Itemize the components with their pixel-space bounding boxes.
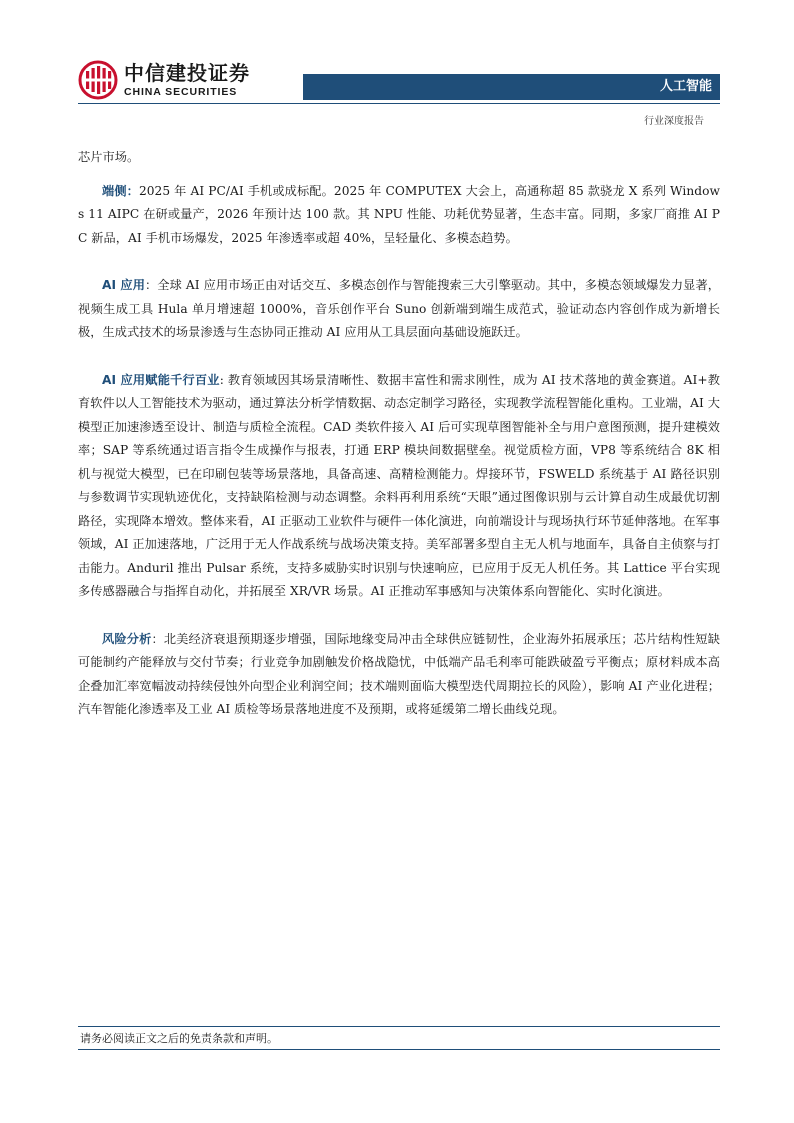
disclaimer-notice: 请务必阅读正文之后的免责条款和声明。: [80, 1032, 278, 1045]
footer-divider-top: [78, 1026, 720, 1027]
continuation-paragraph: [78, 146, 720, 170]
paragraph-ai-applications: [78, 274, 720, 345]
logo-chinese-name: 中信建投证券: [124, 61, 250, 85]
continuation-text: 芯片市场。: [78, 150, 140, 164]
report-type-label: 行业深度报告: [644, 116, 704, 127]
section-banner: [303, 74, 720, 100]
paragraph-heading: AI 应用赋能千行百业: [102, 372, 220, 387]
paragraph-heading: 端侧：: [102, 183, 139, 198]
paragraph-heading: 风险分析: [102, 631, 152, 646]
paragraph-ai-industries: [78, 369, 720, 604]
china-securities-logo-icon: [78, 60, 118, 100]
company-logo: [78, 60, 300, 100]
section-label: 人工智能: [659, 79, 712, 94]
report-body: [78, 146, 720, 746]
paragraph-text: ：全球 AI 应用市场正由对话交互、多模态创作与智能搜索三大引擎驱动。其中，多模态领域爆发力显著，视频生成工具 Hula 单月增速超 1000%，音乐创作平台 Suno 创新端到端生成范式，验证动态内容创作成为新增长极，生成式技术的场景渗透与生态协同正推动 AI 应用从工具层面向基础设施跃迁。: [78, 278, 720, 339]
paragraph-edge-devices: [78, 180, 720, 251]
paragraph-text: ：北美经济衰退预期逐步增强，国际地缘变局冲击全球供应链韧性，企业海外拓展承压；芯片结构性短缺可能制约产能释放与交付节奏；行业竞争加剧触发价格战隐忧，中低端产品毛利率可能跌破盈亏平衡点；原材料成本高企叠加汇率宽幅波动持续侵蚀外向型企业利润空间；技术端则面临大模型迭代周期拉长的风险），影响 AI 产业化进程；汽车智能化渗透率及工业 AI 质检等场景落地进度不及预期，或将延缓第二增长曲线兑现。: [78, 631, 720, 716]
logo-english-name: CHINA SECURITIES: [124, 86, 238, 98]
paragraph-text: 2025 年 AI PC/AI 手机或成标配。2025 年 COMPUTEX 大会上，高通称超 85 款骁龙 X 系列 Windows 11 AIPC 在研或量产，2026 年预计达 100 款。其 NPU 性能、功耗优势显著，生态丰富。同期，多家厂商推 AI PC 新品，AI 手机市场爆发，2025 年渗透率或超 40%，呈轻量化、多模态趋势。: [78, 183, 720, 245]
paragraph-heading: AI 应用: [102, 278, 146, 292]
paragraph-text: : 教育领域因其场景清晰性、数据丰富性和需求刚性，成为 AI 技术落地的黄金赛道。AI+教育软件以人工智能技术为驱动，通过算法分析学情数据、动态定制学习路径，实现教学流程智能化重构。工业端，AI 大模型正加速渗透至设计、制造与质检全流程。CAD 类软件接入 AI 后可实现草图智能补全与用户意图预测，提升建模效率；SAP 等系统通过语言指令生成操作与报表，打通 ERP 模块间数据壁垒。视觉质检方面，VP8 等系统结合 8K 相机与视觉大模型，已在印刷包装等场景落地，具备高速、高精检测能力。焊接环节，FSWELD 系统基于 AI 路径识别与参数调节实现轨迹优化，支持缺陷检测与动态调整。余料再利用系统“天眼”通过图像识别与云计算自动生成最优切割路径，实现降本增效。整体来看，AI 正驱动工业软件与硬件一体化演进，向前端设计与现场执行环节延伸落地。在军事领域，AI 正加速落地，广泛用于无人作战系统与战场决策支持。美军部署多型自主无人机与地面车，具备自主侦察与打击能力。Anduril 推出 Pulsar 系统，支持多威胁实时识别与快速响应，已应用于反无人机任务。其 Lattice 平台实现多传感器融合与指挥自动化，并拓展至 XR/VR 场景。AI 正推动军事感知与决策体系向智能化、实时化演进。: [78, 372, 721, 598]
footer-divider-bottom: [78, 1049, 720, 1050]
paragraph-risk-analysis: [78, 628, 720, 722]
page-header: [78, 58, 720, 102]
header-divider: [78, 103, 720, 104]
